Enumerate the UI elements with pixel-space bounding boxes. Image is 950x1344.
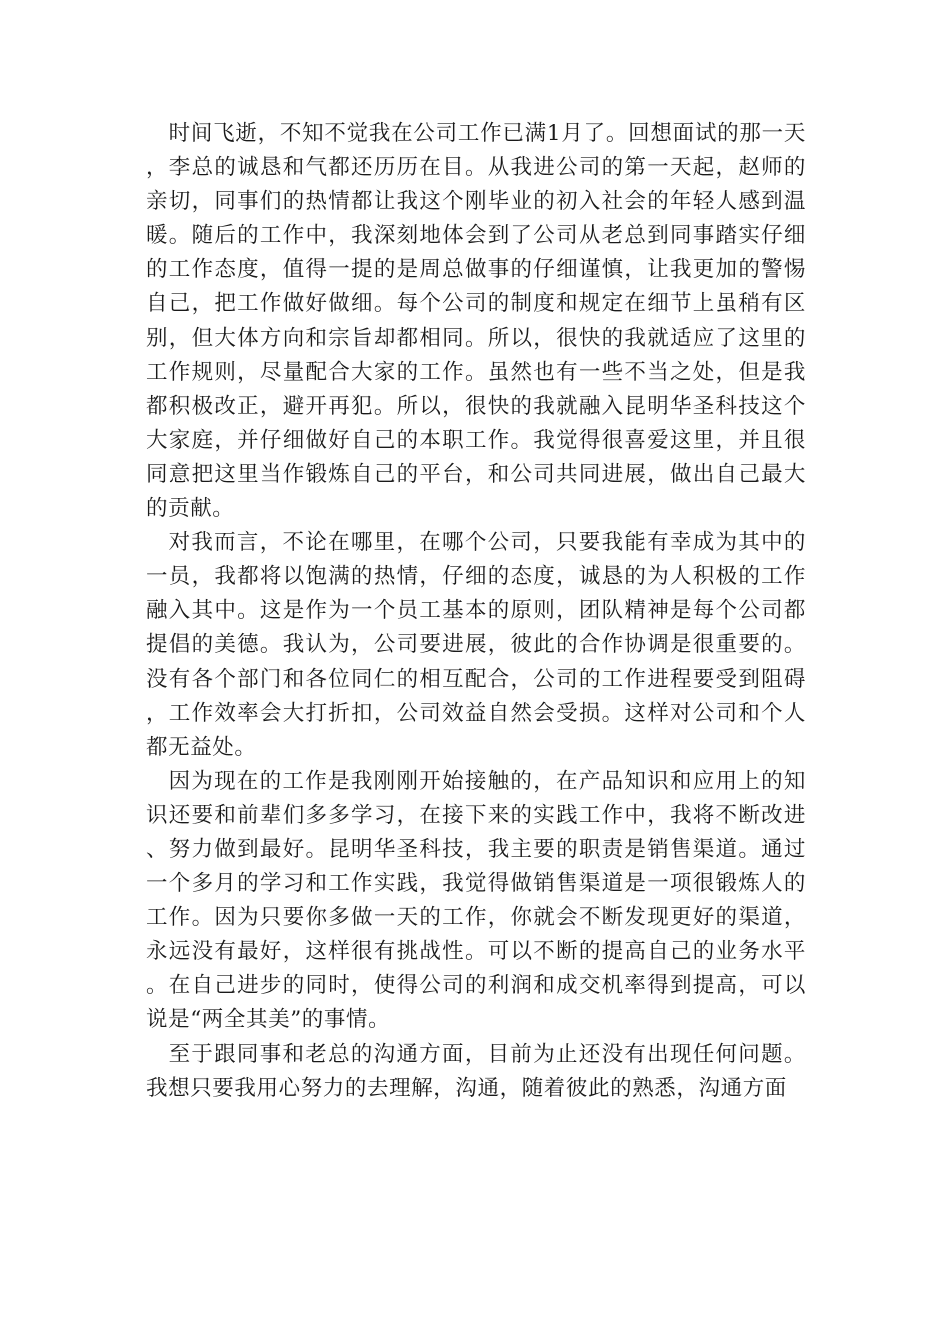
paragraph-3: 因为现在的工作是我刚刚开始接触的，在产品知识和应用上的知识还要和前辈们多多学习，在接下来的实践工作中，我将不断改进、努力做到最好。昆明华圣科技，我主要的职责是销售渠道。通过一个多月的学习和工作实践，我觉得做销售渠道是一项很锻炼人的工作。因为只要你多做一天的工作，你就会不断发现更好的渠道，永远没有最好，这样很有挑战性。可以不断的提高自己的业务水平。在自己进步的同时，使得公司的利润和成交机率得到提高，可以说是“两全其美”的事情。	[146, 768, 806, 1033]
paragraph-4: 至于跟同事和老总的沟通方面，目前为止还没有出现任何问题。我想只要我用心努力的去理解，沟通，随着彼此的熟悉，沟通方面	[146, 1041, 806, 1101]
paragraph-1: 时间飞逝，不知不觉我在公司工作已满1月了。回想面试的那一天，李总的诚恳和气都还历历在目。从我进公司的第一天起，赵师的亲切，同事们的热情都让我这个刚毕业的初入社会的年轻人感到温暖。随后的工作中，我深刻地体会到了公司从老总到同事踏实仔细的工作态度，值得一提的是周总做事的仔细谨慎，让我更加的警惕自己，把工作做好做细。每个公司的制度和规定在细节上虽稍有区别，但大体方向和宗旨却都相同。所以，很快的我就适应了这里的工作规则，尽量配合大家的工作。虽然也有一些不当之处，但是我都积极改正，避开再犯。所以，很快的我就融入昆明华圣科技这个大家庭，并仔细做好自己的本职工作。我觉得很喜爱这里，并且很同意把这里当作锻炼自己的平台，和公司共同进展，做出自己最大的贡献。	[146, 121, 806, 522]
document-body	[146, 117, 806, 1106]
paragraph-2: 对我而言，不论在哪里，在哪个公司，只要我能有幸成为其中的一员，我都将以饱满的热情，仔细的态度，诚恳的为人积极的工作融入其中。这是作为一个员工基本的原则，团队精神是每个公司都提倡的美德。我认为，公司要进展，彼此的合作协调是很重要的。没有各个部门和各位同仁的相互配合，公司的工作进程要受到阻碍，工作效率会大打折扣，公司效益自然会受损。这样对公司和个人都无益处。	[146, 530, 806, 760]
